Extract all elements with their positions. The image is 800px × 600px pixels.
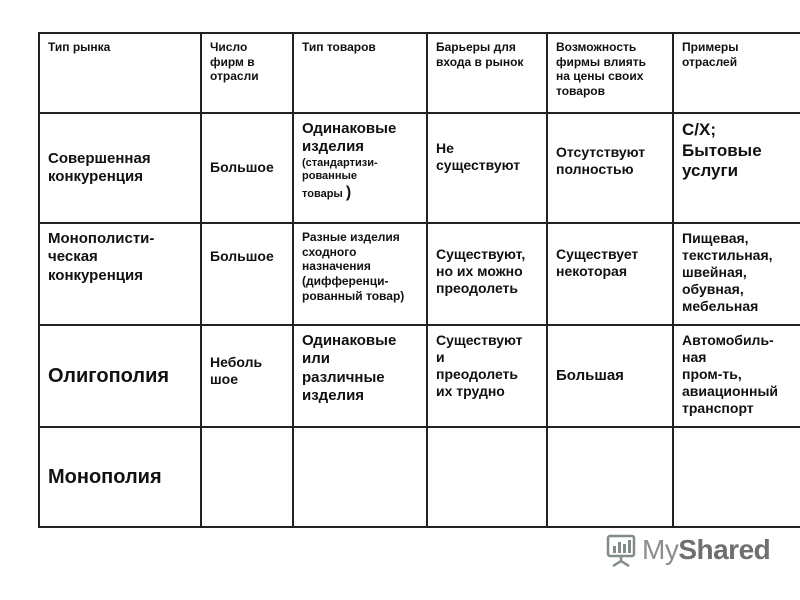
- cell-barriers: Существуют и преодолеть их трудно: [427, 325, 547, 427]
- cell-goods-type: Одинаковые изделия (стандартизи- рованные товары ): [293, 113, 427, 223]
- header-examples: Примеры отраслей: [673, 33, 800, 113]
- cell-price-influence: [547, 427, 673, 527]
- cell-barriers: [427, 427, 547, 527]
- cell-firm-count: Большое: [201, 223, 293, 325]
- cell-price-influence: Отсутствуют полностью: [547, 113, 673, 223]
- cell-firm-count: Неболь шое: [201, 325, 293, 427]
- cell-examples: Пищевая, текстильная, швейная, обувная, мебельная: [673, 223, 800, 325]
- header-row: [39, 33, 800, 113]
- cell-price-influence: Большая: [547, 325, 673, 427]
- header-goods-type: Тип товаров: [293, 33, 427, 113]
- cell-market-type: Олигополия: [39, 325, 201, 427]
- myshared-watermark: [606, 533, 770, 567]
- cell-examples: [673, 427, 800, 527]
- cell-firm-count: [201, 427, 293, 527]
- cell-market-type: Монополия: [39, 427, 201, 527]
- cell-goods-type: [293, 427, 427, 527]
- myshared-logo-icon: [606, 533, 636, 567]
- row-monopolistic-competition: [39, 223, 800, 325]
- row-monopoly: [39, 427, 800, 527]
- cell-goods-type: Разные изделия сходного назначения (дифференци- рованный товар): [293, 223, 427, 325]
- cell-examples: Автомобиль- ная пром-ть, авиационный транспорт: [673, 325, 800, 427]
- cell-barriers: Не существуют: [427, 113, 547, 223]
- header-price-influence: Возможность фирмы влиять на цены своих товаров: [547, 33, 673, 113]
- cell-barriers: Существуют, но их можно преодолеть: [427, 223, 547, 325]
- header-barriers: Барьеры для входа в рынок: [427, 33, 547, 113]
- cell-firm-count: Большое: [201, 113, 293, 223]
- cell-price-influence: Существует некоторая: [547, 223, 673, 325]
- header-market-type: Тип рынка: [39, 33, 201, 113]
- header-firm-count: Число фирм в отрасли: [201, 33, 293, 113]
- myshared-wordmark: MyShared: [642, 534, 771, 565]
- cell-market-type: Совершенная конкуренция: [39, 113, 201, 223]
- row-perfect-competition: [39, 113, 800, 223]
- row-oligopoly: [39, 325, 800, 427]
- cell-examples: С/Х; Бытовые услуги: [673, 113, 800, 223]
- market-structures-table: [38, 32, 800, 528]
- cell-market-type: Монополисти- ческая конкуренция: [39, 223, 201, 325]
- cell-goods-type: Одинаковые или различные изделия: [293, 325, 427, 427]
